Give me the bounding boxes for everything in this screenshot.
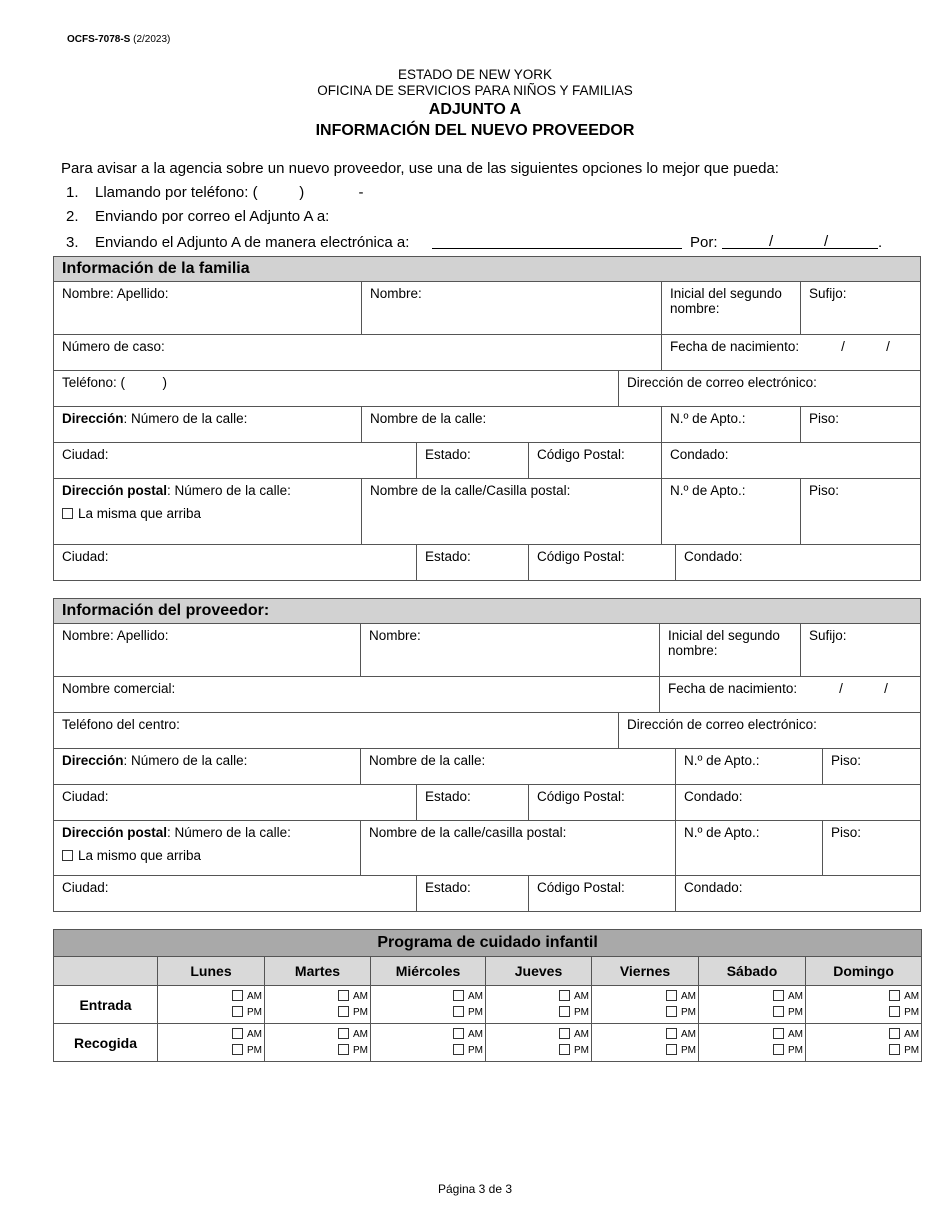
family-same-as-above-checkbox[interactable] <box>62 508 73 519</box>
pickup-sunday-am-checkbox[interactable] <box>889 1028 900 1039</box>
provider-street-number-field[interactable]: Dirección: Número de la calle: <box>54 749 361 785</box>
family-case-number-field[interactable]: Número de caso: <box>54 335 662 371</box>
family-mailing-county-field[interactable]: Condado: <box>676 545 921 581</box>
option-mail: 2. Enviando por correo el Adjunto A a: <box>66 208 330 225</box>
dropoff-saturday-pm-checkbox[interactable] <box>773 1006 784 1017</box>
form-id: OCFS-7078-S (2/2023) <box>67 34 171 45</box>
row-label-dropoff: Entrada <box>54 986 158 1024</box>
family-phone-field[interactable]: Teléfono: ( ) <box>54 371 619 407</box>
dropoff-thursday-pm-checkbox[interactable] <box>559 1006 570 1017</box>
family-middle-initial-field[interactable]: Inicial del segundo nombre: <box>662 282 801 335</box>
dropoff-tuesday-pm-checkbox[interactable] <box>338 1006 349 1017</box>
day-header-tuesday: Martes <box>265 957 371 986</box>
dropoff-friday-slot: AM PM <box>592 986 699 1024</box>
family-street-name-field[interactable]: Nombre de la calle: <box>362 407 662 443</box>
provider-street-name-field[interactable]: Nombre de la calle: <box>361 749 676 785</box>
date-period: . <box>878 234 883 251</box>
option-electronic: 3. Enviando el Adjunto A de manera electrónica a: <box>66 234 410 251</box>
provider-first-name-field[interactable]: Nombre: <box>361 624 660 677</box>
schedule-title: Programa de cuidado infantil <box>54 930 922 957</box>
family-city-field[interactable]: Ciudad: <box>54 443 417 479</box>
family-suffix-field[interactable]: Sufijo: <box>801 282 921 335</box>
family-mailing-street-name-field[interactable]: Nombre de la calle/Casilla postal: <box>362 479 662 545</box>
pickup-saturday-am-checkbox[interactable] <box>773 1028 784 1039</box>
provider-mailing-county-field[interactable]: Condado: <box>676 876 921 912</box>
provider-city-field[interactable]: Ciudad: <box>54 785 417 821</box>
provider-last-name-field[interactable]: Nombre: Apellido: <box>54 624 361 677</box>
day-header-monday: Lunes <box>158 957 265 986</box>
by-label: Por: <box>690 234 718 251</box>
day-header-friday: Viernes <box>592 957 699 986</box>
provider-business-name-field[interactable]: Nombre comercial: <box>54 677 660 713</box>
dropoff-friday-am-checkbox[interactable] <box>666 990 677 1001</box>
provider-email-field[interactable]: Dirección de correo electrónico: <box>619 713 921 749</box>
provider-mailing-floor-field[interactable]: Piso: <box>823 821 921 876</box>
family-mailing-state-field[interactable]: Estado: <box>417 545 529 581</box>
day-header-saturday: Sábado <box>699 957 806 986</box>
family-mailing-apt-field[interactable]: N.º de Apto.: <box>662 479 801 545</box>
provider-floor-field[interactable]: Piso: <box>823 749 921 785</box>
pickup-tuesday-am-checkbox[interactable] <box>338 1028 349 1039</box>
pickup-sunday-pm-checkbox[interactable] <box>889 1044 900 1055</box>
family-last-name-field[interactable]: Nombre: Apellido: <box>54 282 362 335</box>
family-info-table <box>53 256 921 581</box>
dropoff-sunday-pm-checkbox[interactable] <box>889 1006 900 1017</box>
dropoff-thursday-am-checkbox[interactable] <box>559 990 570 1001</box>
family-mailing-zip-field[interactable]: Código Postal: <box>529 545 676 581</box>
provider-mailing-street-number-field[interactable]: Dirección postal: Número de la calle: La mismo que arriba <box>54 821 361 876</box>
provider-mailing-zip-field[interactable]: Código Postal: <box>529 876 676 912</box>
provider-dob-field[interactable]: Fecha de nacimiento: / / <box>660 677 921 713</box>
dropoff-saturday-am-checkbox[interactable] <box>773 990 784 1001</box>
pickup-tuesday-pm-checkbox[interactable] <box>338 1044 349 1055</box>
family-section-title: Información de la familia <box>54 257 921 282</box>
day-header-sunday: Domingo <box>806 957 922 986</box>
provider-state-field[interactable]: Estado: <box>417 785 529 821</box>
childcare-schedule-table <box>53 929 922 1062</box>
date-sep-2: / <box>824 233 829 250</box>
provider-apt-field[interactable]: N.º de Apto.: <box>676 749 823 785</box>
pickup-wednesday-am-checkbox[interactable] <box>453 1028 464 1039</box>
family-zip-field[interactable]: Código Postal: <box>529 443 662 479</box>
family-first-name-field[interactable]: Nombre: <box>362 282 662 335</box>
pickup-wednesday-pm-checkbox[interactable] <box>453 1044 464 1055</box>
family-street-number-field[interactable]: Dirección: Número de la calle: <box>54 407 362 443</box>
day-header-wednesday: Miércoles <box>371 957 486 986</box>
page-title: INFORMACIÓN DEL NUEVO PROVEEDOR <box>315 122 635 139</box>
pickup-saturday-pm-checkbox[interactable] <box>773 1044 784 1055</box>
dropoff-saturday-slot: AM PM <box>699 986 806 1024</box>
family-email-field[interactable]: Dirección de correo electrónico: <box>619 371 921 407</box>
dropoff-wednesday-slot: AM PM <box>371 986 486 1024</box>
family-dob-field[interactable]: Fecha de nacimiento: / / <box>662 335 921 371</box>
row-label-pickup: Recogida <box>54 1024 158 1062</box>
pickup-friday-pm-checkbox[interactable] <box>666 1044 677 1055</box>
electronic-address-line[interactable] <box>432 248 682 249</box>
provider-mailing-state-field[interactable]: Estado: <box>417 876 529 912</box>
day-header-thursday: Jueves <box>486 957 592 986</box>
dropoff-monday-slot: AM PM <box>158 986 265 1024</box>
provider-section-title: Información del proveedor: <box>54 599 921 624</box>
family-mailing-street-number-field[interactable]: Dirección postal: Número de la calle: La misma que arriba <box>54 479 362 545</box>
provider-same-as-above-checkbox[interactable] <box>62 850 73 861</box>
provider-mailing-apt-field[interactable]: N.º de Apto.: <box>676 821 823 876</box>
family-floor-field[interactable]: Piso: <box>801 407 921 443</box>
pickup-monday-am-checkbox[interactable] <box>232 1028 243 1039</box>
pickup-friday-slot: AM PM <box>592 1024 699 1062</box>
pickup-wednesday-slot: AM PM <box>371 1024 486 1062</box>
pickup-monday-pm-checkbox[interactable] <box>232 1044 243 1055</box>
dropoff-friday-pm-checkbox[interactable] <box>666 1006 677 1017</box>
page-number: Página 3 de 3 <box>437 1182 513 1196</box>
provider-zip-field[interactable]: Código Postal: <box>529 785 676 821</box>
family-county-field[interactable]: Condado: <box>662 443 921 479</box>
provider-middle-initial-field[interactable]: Inicial del segundo nombre: <box>660 624 801 677</box>
date-sep-1: / <box>769 233 774 250</box>
family-state-field[interactable]: Estado: <box>417 443 529 479</box>
dropoff-wednesday-pm-checkbox[interactable] <box>453 1006 464 1017</box>
dropoff-monday-pm-checkbox[interactable] <box>232 1006 243 1017</box>
dropoff-sunday-am-checkbox[interactable] <box>889 990 900 1001</box>
dropoff-thursday-slot: AM PM <box>486 986 592 1024</box>
provider-center-phone-field[interactable]: Teléfono del centro: <box>54 713 619 749</box>
family-mailing-city-field[interactable]: Ciudad: <box>54 545 417 581</box>
pickup-thursday-slot: AM PM <box>486 1024 592 1062</box>
dropoff-wednesday-am-checkbox[interactable] <box>453 990 464 1001</box>
pickup-tuesday-slot: AM PM <box>265 1024 371 1062</box>
provider-mailing-street-name-field[interactable]: Nombre de la calle/casilla postal: <box>361 821 676 876</box>
office-heading: OFICINA DE SERVICIOS PARA NIÑOS Y FAMILIAS <box>317 83 633 98</box>
dropoff-tuesday-slot: AM PM <box>265 986 371 1024</box>
dropoff-tuesday-am-checkbox[interactable] <box>338 990 349 1001</box>
state-heading: ESTADO DE NEW YORK <box>397 67 553 82</box>
pickup-saturday-slot: AM PM <box>699 1024 806 1062</box>
schedule-corner <box>54 957 158 986</box>
provider-info-table <box>53 598 921 912</box>
attachment-heading: ADJUNTO A <box>428 101 522 118</box>
provider-suffix-field[interactable]: Sufijo: <box>801 624 921 677</box>
pickup-thursday-am-checkbox[interactable] <box>559 1028 570 1039</box>
option-phone: 1. Llamando por teléfono: ( ) - <box>66 184 364 201</box>
dropoff-monday-am-checkbox[interactable] <box>232 990 243 1001</box>
pickup-monday-slot: AM PM <box>158 1024 265 1062</box>
family-apt-field[interactable]: N.º de Apto.: <box>662 407 801 443</box>
intro-text: Para avisar a la agencia sobre un nuevo proveedor, use una de las siguientes opciones lo mejor que pueda: <box>61 160 779 177</box>
dropoff-sunday-slot: AM PM <box>806 986 922 1024</box>
provider-county-field[interactable]: Condado: <box>676 785 921 821</box>
pickup-thursday-pm-checkbox[interactable] <box>559 1044 570 1055</box>
pickup-friday-am-checkbox[interactable] <box>666 1028 677 1039</box>
provider-mailing-city-field[interactable]: Ciudad: <box>54 876 417 912</box>
family-mailing-floor-field[interactable]: Piso: <box>801 479 921 545</box>
pickup-sunday-slot: AM PM <box>806 1024 922 1062</box>
date-line[interactable] <box>722 248 878 249</box>
